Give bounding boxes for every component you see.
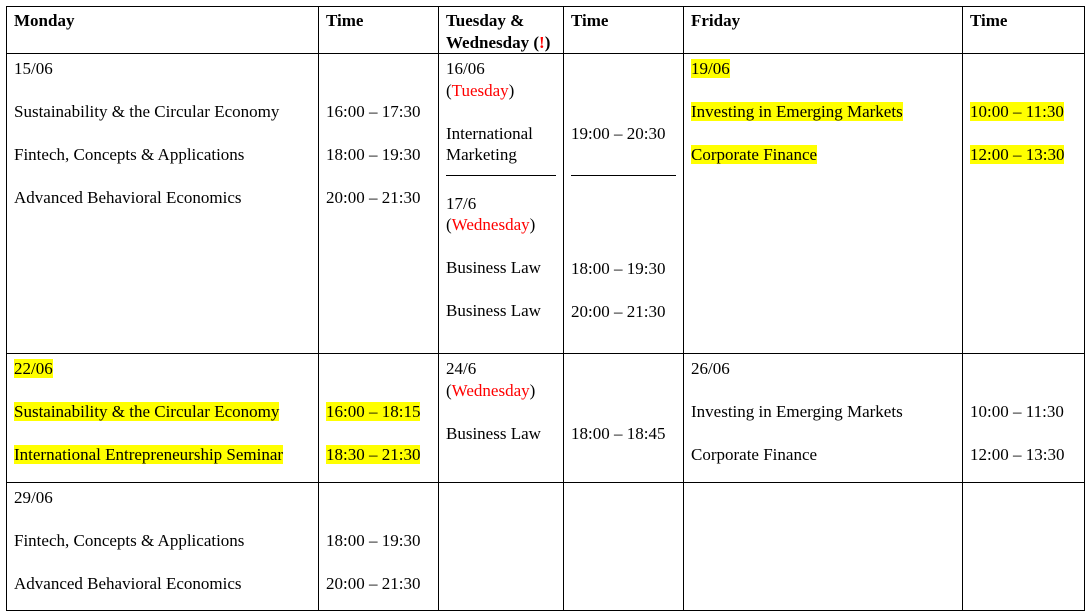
week1-friday-date — [691, 58, 955, 80]
week3-tuewed-cell — [439, 483, 564, 611]
week2-monday-cell — [7, 354, 319, 483]
week2-friday-time-cell — [963, 354, 1085, 483]
week2-wednesday-time-cell — [564, 354, 684, 483]
course-time — [970, 101, 1077, 123]
week3-monday-date: 29/06 — [14, 488, 53, 507]
course-name: Advanced Behavioral Economics — [14, 574, 242, 593]
course-time-highlight: 16:00 – 18:15 — [326, 402, 421, 421]
course-name: Business Law — [446, 258, 541, 277]
course-time: 19:00 – 20:30 — [571, 123, 666, 143]
header-tuewed-text: Wednesday ( — [446, 32, 540, 52]
tuesday-date: 16/06 — [446, 59, 485, 78]
week1-friday-time-cell — [963, 54, 1085, 354]
header-time-friday: Time — [963, 7, 1085, 54]
wednesday-label-text: Wednesday — [451, 380, 530, 400]
wednesday-label: (Wednesday) — [446, 380, 536, 400]
course-name: Fintech, Concepts & Applications — [14, 531, 245, 550]
course-name: Corporate Finance — [691, 445, 818, 464]
course-time: 18:00 – 19:30 — [326, 145, 421, 164]
course-time: 18:00 – 18:45 — [571, 423, 666, 443]
course-name — [14, 401, 311, 423]
course-time: 18:00 – 19:30 — [326, 531, 421, 550]
course-time — [326, 444, 431, 466]
course-time — [326, 401, 431, 423]
course-name: Fintech, Concepts & Applications — [14, 145, 245, 164]
wednesday-date: 24/6 — [446, 359, 477, 378]
week1-monday-time-cell — [319, 54, 439, 354]
course-time: 20:00 – 21:30 — [571, 301, 666, 321]
header-tuesday-wednesday — [439, 7, 564, 54]
course-time: 12:00 – 13:30 — [970, 445, 1065, 464]
course-name — [691, 144, 955, 166]
header-friday: Friday — [684, 7, 963, 54]
week1-tuewed-time-cell — [564, 54, 684, 354]
tuesday-label: (Tuesday) — [446, 80, 515, 100]
course-name: Advanced Behavioral Economics — [14, 188, 242, 207]
wednesday-label: (Wednesday) — [446, 215, 536, 234]
course-name: International — [446, 123, 533, 143]
course-time-highlight: 18:30 – 21:30 — [326, 445, 421, 464]
course-name: Investing in Emerging Markets — [691, 402, 903, 421]
week3-friday-cell — [684, 483, 963, 611]
header-monday: Monday — [7, 7, 319, 54]
week2-monday-time-cell — [319, 354, 439, 483]
header-tuewed-close: ) — [544, 32, 551, 52]
week3-friday-time-cell — [963, 483, 1085, 611]
course-time: 18:00 – 19:30 — [571, 258, 666, 278]
week2-wednesday-cell — [439, 354, 564, 483]
course-time — [970, 144, 1077, 166]
week3-monday-time-cell — [319, 483, 439, 611]
week1-row — [7, 54, 1085, 354]
course-name-highlight: Corporate Finance — [691, 145, 818, 164]
course-name: Sustainability & the Circular Economy — [14, 102, 280, 121]
header-row — [7, 7, 1085, 54]
course-name — [691, 101, 955, 123]
week2-row — [7, 354, 1085, 483]
wednesday-date: 17/6 — [446, 193, 477, 213]
tuesday-label-text: Tuesday — [451, 80, 509, 100]
course-time: 16:00 – 17:30 — [326, 102, 421, 121]
course-name-highlight: Investing in Emerging Markets — [691, 102, 903, 121]
course-name: Business Law — [446, 423, 541, 443]
week3-row — [7, 483, 1085, 611]
course-name — [14, 444, 311, 466]
course-time-highlight: 10:00 – 11:30 — [970, 102, 1064, 121]
course-name: Business Law — [446, 301, 541, 320]
week2-monday-date — [14, 358, 311, 380]
warning-mark: ! — [539, 32, 545, 52]
header-time-monday: Time — [319, 7, 439, 54]
course-name-highlight: Sustainability & the Circular Economy — [14, 402, 280, 421]
course-time: 20:00 – 21:30 — [326, 574, 421, 593]
week1-tuewed-cell — [439, 54, 564, 354]
week3-tuewed-time-cell — [564, 483, 684, 611]
week1-friday-cell — [684, 54, 963, 354]
header-tuewed-line2 — [446, 32, 556, 54]
week2-friday-cell — [684, 354, 963, 483]
header-time-tuewed: Time — [564, 7, 684, 54]
week3-monday-cell — [7, 483, 319, 611]
date-highlight: 19/06 — [691, 59, 730, 78]
course-time-highlight: 12:00 – 13:30 — [970, 145, 1065, 164]
week1-monday-date: 15/06 — [14, 59, 53, 78]
week2-friday-date: 26/06 — [691, 359, 730, 378]
week1-monday-cell — [7, 54, 319, 354]
schedule-table — [6, 6, 1085, 611]
course-time: 20:00 – 21:30 — [326, 188, 421, 207]
course-name-highlight: International Entrepreneurship Seminar — [14, 445, 284, 464]
header-tuewed-line1: Tuesday & — [446, 11, 525, 30]
course-time: 10:00 – 11:30 — [970, 402, 1064, 421]
wednesday-label-text: Wednesday — [451, 215, 530, 234]
course-name: Marketing — [446, 145, 517, 164]
date-highlight: 22/06 — [14, 359, 53, 378]
